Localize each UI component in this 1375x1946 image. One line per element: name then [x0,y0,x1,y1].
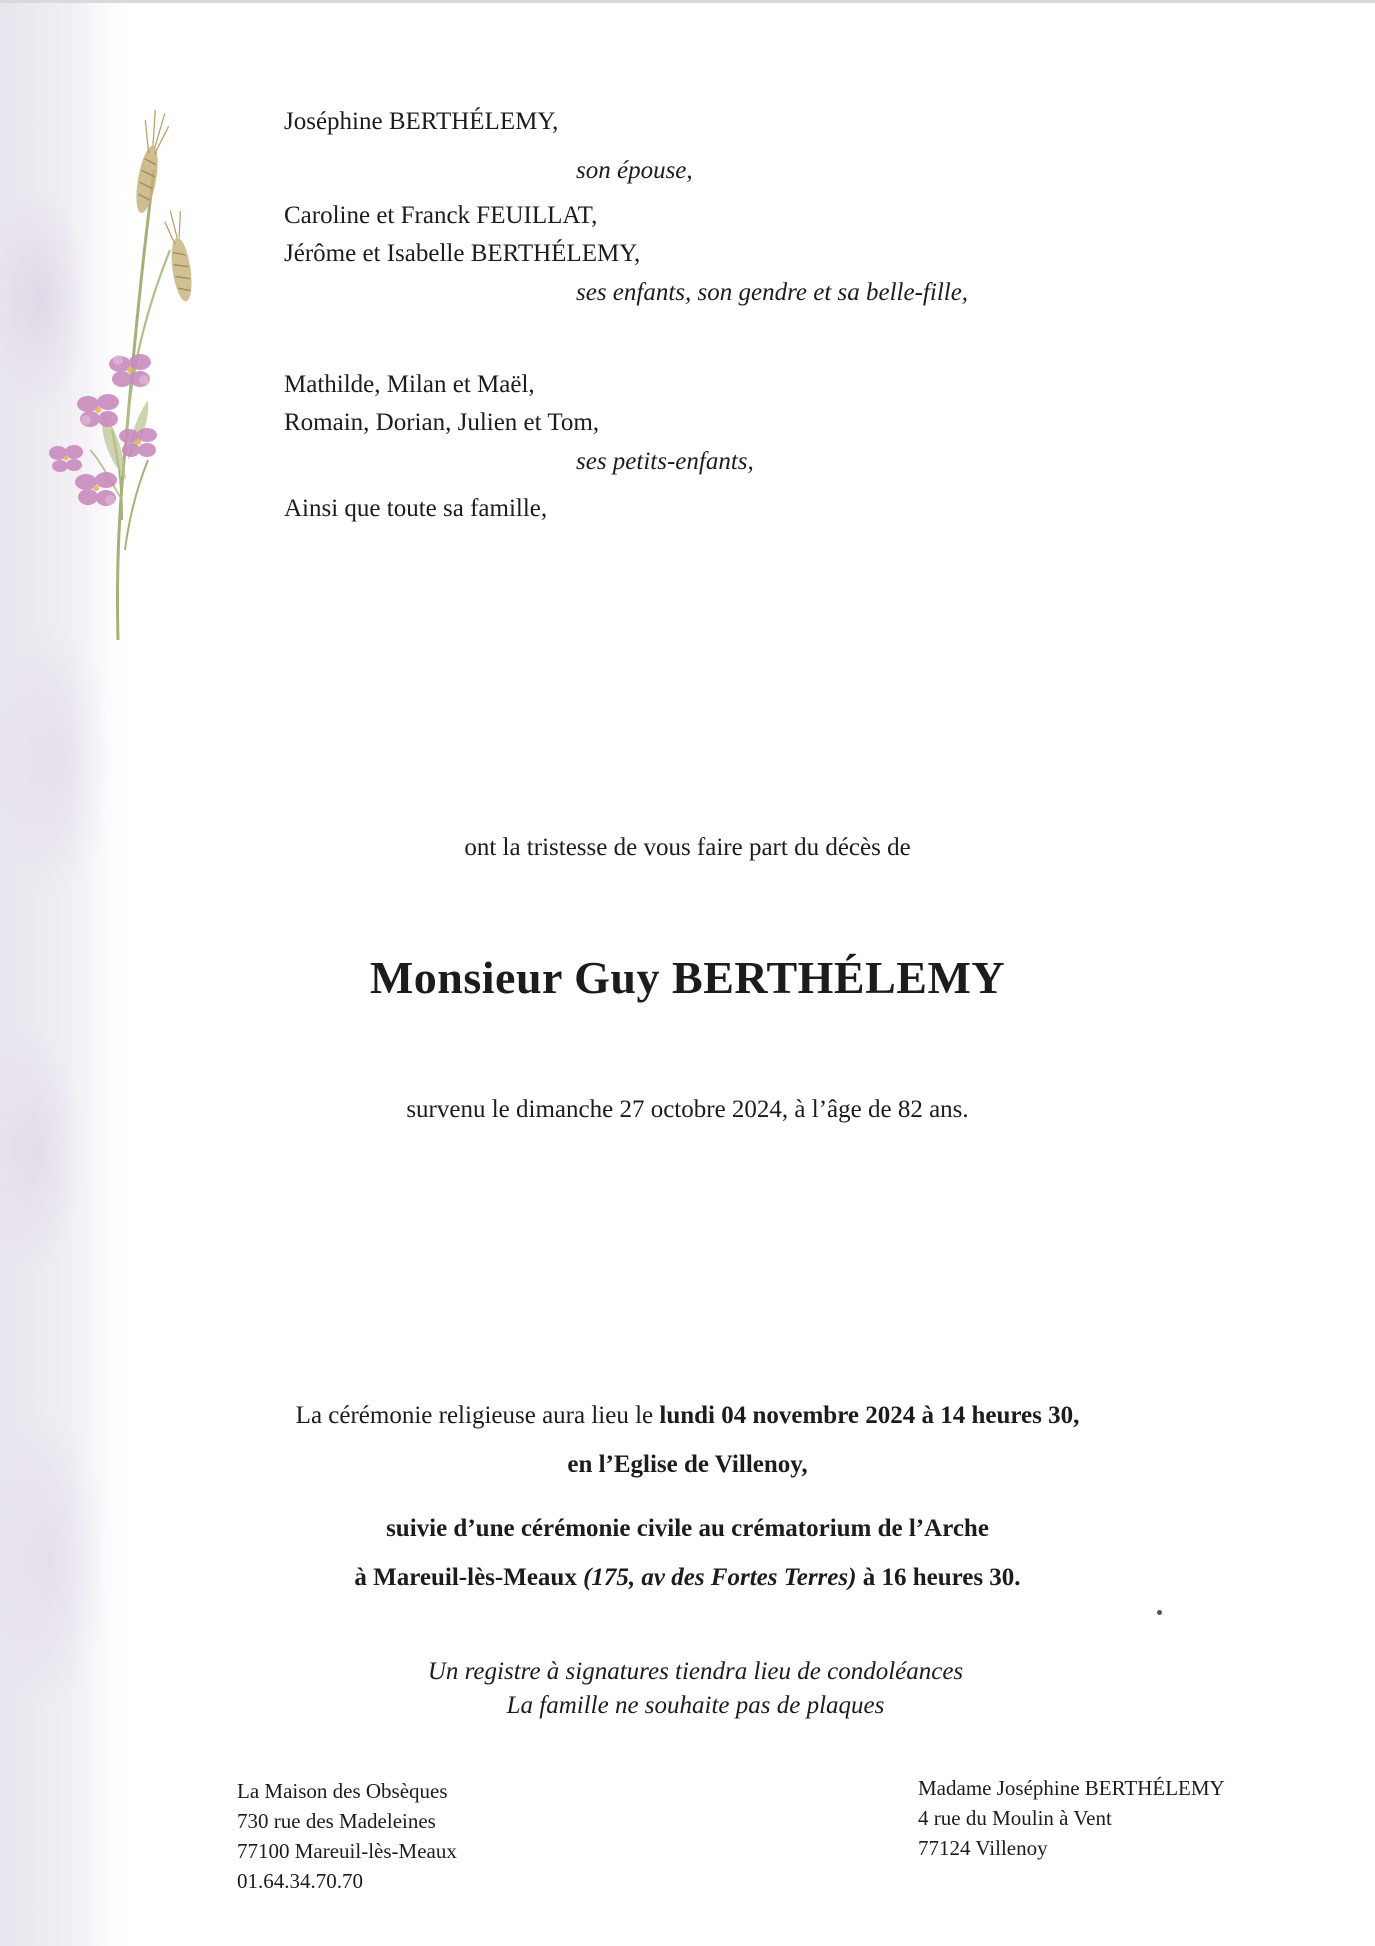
wheat-and-violet-flowers-icon [30,80,220,660]
funeral-home-name: La Maison des Obsèques [237,1779,448,1803]
family-contact-street: 4 rue du Moulin à Vent [918,1806,1112,1830]
ceremony-line-1 [0,1401,1375,1431]
ceremony-civil: suivie d’une cérémonie civile au crématorium de l’Arche [386,1515,989,1542]
children-line-2: Jérôme et Isabelle BERTHÉLEMY, [284,240,641,267]
page-top-edge [0,0,1375,3]
spouse-name: Joséphine BERTHÉLEMY, [284,108,559,135]
paper-speck [1157,1610,1162,1615]
ceremony-date-time: lundi 04 novembre 2024 à 14 heures 30, [659,1402,1080,1429]
announcement-intro: ont la tristesse de vous faire part du décès de [464,834,911,861]
funeral-home-city: 77100 Mareuil-lès-Meaux [237,1839,457,1863]
ceremony-intro: La cérémonie religieuse aura lieu le [295,1402,660,1429]
grandchildren-line-1: Mathilde, Milan et Maël, [284,371,535,398]
funeral-home-street: 730 rue des Madeleines [237,1809,436,1833]
ceremony-church: en l’Eglise de Villenoy, [567,1451,808,1478]
extended-family: Ainsi que toute sa famille, [284,495,548,522]
plaques-note: La famille ne souhaite pas de plaques [506,1692,885,1719]
children-line-1: Caroline et Franck FEUILLAT, [284,202,598,229]
spouse-role: son épouse, [576,157,693,184]
deceased-name: Monsieur Guy BERTHÉLEMY [369,952,1006,1003]
children-role: ses enfants, son gendre et sa belle-fille, [576,279,969,306]
ceremony-civil-time: à 16 heures 30. [856,1564,1021,1591]
family-contact-city: 77124 Villenoy [918,1836,1048,1860]
family-contact-name: Madame Joséphine BERTHÉLEMY [918,1776,1225,1800]
ceremony-town: à Mareuil-lès-Meaux [354,1564,584,1591]
death-date-line: survenu le dimanche 27 octobre 2024, à l’âge de 82 ans. [406,1096,969,1123]
ceremony-address: (175, av des Fortes Terres) [583,1564,857,1591]
funeral-home-phone: 01.64.34.70.70 [237,1869,363,1893]
registry-note: Un registre à signatures tiendra lieu de condoléances [427,1658,964,1685]
ceremony-line-4 [0,1563,1375,1593]
grandchildren-line-2: Romain, Dorian, Julien et Tom, [284,409,600,436]
grandchildren-role: ses petits-enfants, [576,448,754,475]
